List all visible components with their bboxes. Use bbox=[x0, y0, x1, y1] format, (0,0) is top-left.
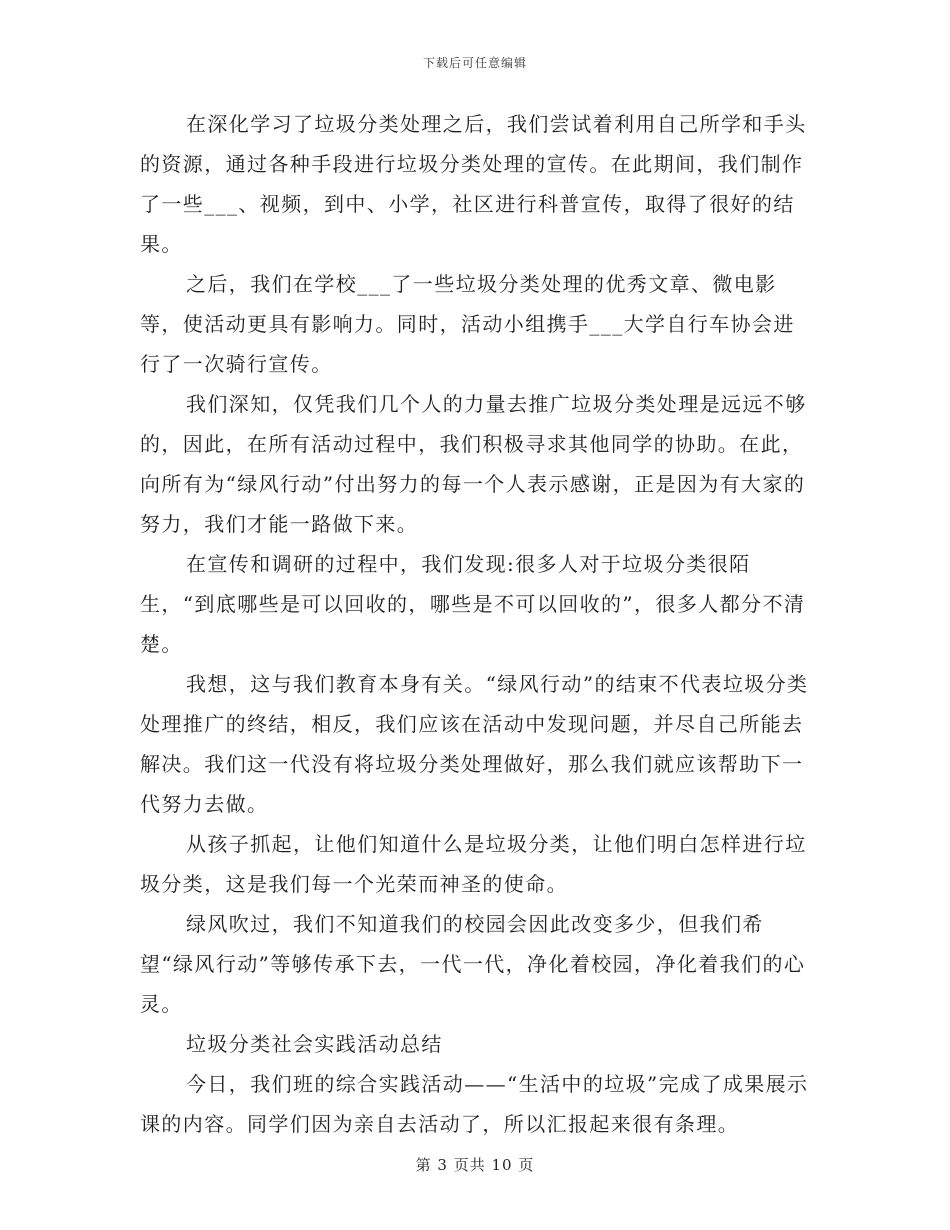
paragraph-7: 绿风吹过，我们不知道我们的校园会因此改变多少，但我们希望“绿风行动”等够传承下去，一代一代，净化着校园，净化着我们的心灵。 bbox=[140, 912, 806, 1016]
page-header: 下载后可任意编辑 bbox=[422, 56, 527, 70]
page-number-footer: 第 3 页共 10 页 bbox=[415, 1156, 535, 1174]
paragraph-6: 从孩子抓起，让他们知道什么是垃圾分类，让他们明白怎样进行垃圾分类，这是我们每一个光荣而神圣的使命。 bbox=[140, 832, 807, 896]
paragraph-3: 我们深知，仅凭我们几个人的力量去推广垃圾分类处理是远远不够的，因此，在所有活动过程中，我们积极寻求其他同学的协助。在此，向所有为“绿风行动”付出努力的每一个人表示感谢，正是因为有大家的努力，我们才能一路做下来。 bbox=[140, 392, 807, 536]
paragraph-1: 在深化学习了垃圾分类处理之后，我们尝试着利用自己所学和手头的资源，通过各种手段进行垃圾分类处理的宣传。在此期间，我们制作了一些___、视频，到中、小学，社区进行科普宣传，取得了很好的结果。 bbox=[140, 112, 807, 256]
document-body bbox=[140, 104, 810, 1144]
paragraph-5: 我想，这与我们教育本身有关。“绿风行动”的结束不代表垃圾分类处理推广的终结，相反，我们应该在活动中发现问题，并尽自己所能去解决。我们这一代没有将垃圾分类处理做好，那么我们就应该帮助下一代努力去做。 bbox=[140, 672, 809, 816]
paragraph-8: 今日，我们班的综合实践活动——“生活中的垃圾”完成了成果展示课的内容。同学们因为亲自去活动了，所以汇报起来很有条理。 bbox=[140, 1072, 809, 1136]
section-heading: 垃圾分类社会实践活动总结 bbox=[186, 1032, 443, 1056]
paragraph-2: 之后，我们在学校___了一些垃圾分类处理的优秀文章、微电影等，使活动更具有影响力。同时，活动小组携手___大学自行车协会进行了一次骑行宣传。 bbox=[140, 272, 795, 376]
paragraph-4: 在宣传和调研的过程中，我们发现:很多人对于垃圾分类很陌生，“到底哪些是可以回收的，哪些是不可以回收的”，很多人都分不清楚。 bbox=[140, 552, 806, 656]
